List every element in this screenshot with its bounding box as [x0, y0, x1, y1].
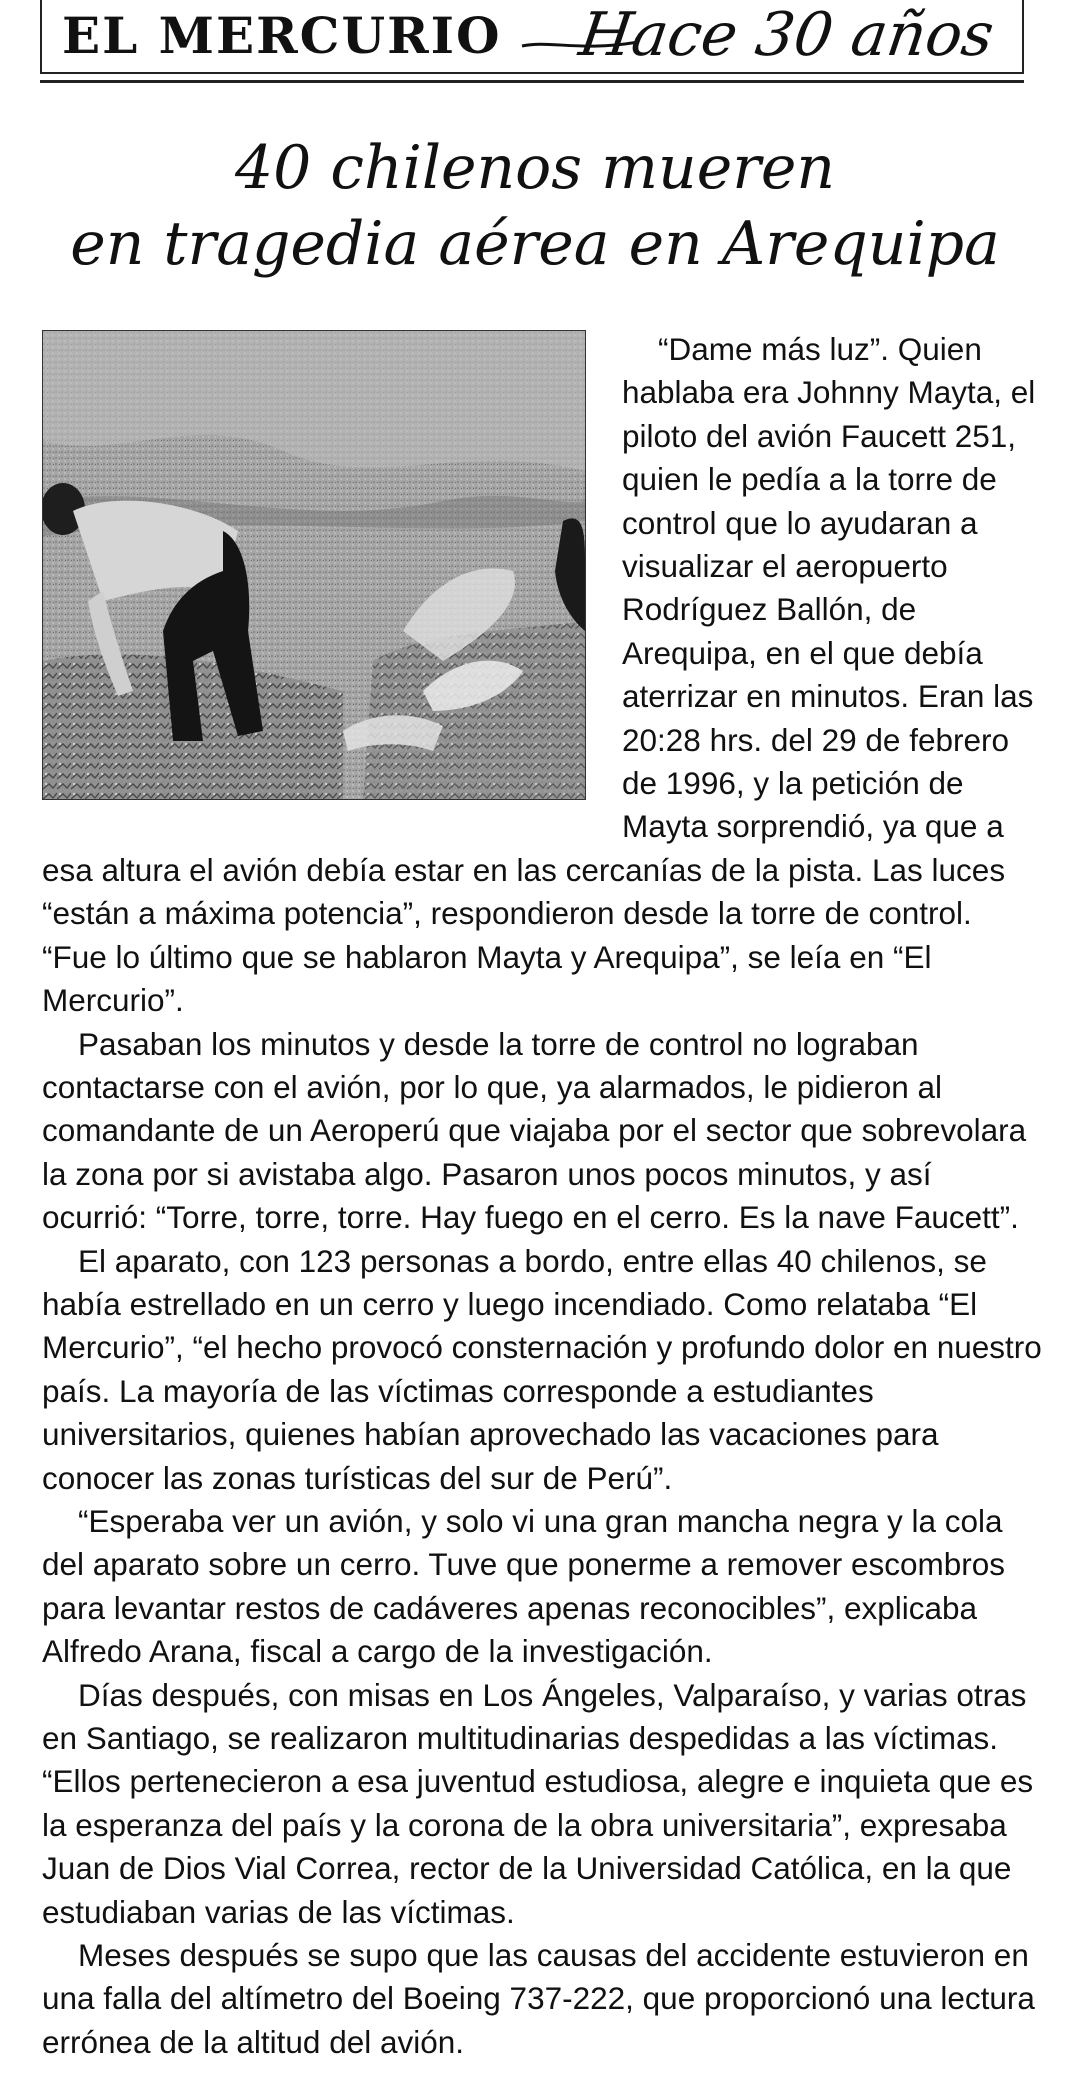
photo-float-space — [42, 328, 622, 840]
article-paragraph: El aparato, con 123 personas a bordo, entre ellas 40 chilenos, se había estrellado en un cerro y luego incendiado. Como relataba “El Mercurio”, “el hecho provocó consternación y profundo dolor en nuestro país. La mayoría de las víctimas corresponde a estudiantes universitarios, quienes habían aprovechado las vacaciones para conocer las zonas turísticas del sur de Perú”. — [42, 1242, 1042, 1496]
article-paragraph: “Dame más luz”. Quien hablaba era Johnny Mayta, el piloto del avión Faucett 251, quien le pedía a la torre de control que lo ayudaran a visualizar el aeropuerto Rodríguez Ballón, de Arequipa, en el que debía aterrizar en minutos. Eran las 20:28 hrs. del 29 de febrero de 1996, y la petición de Mayta sorprendió, ya que a esa altura el avión debía estar en las cercanías de la pista. Las luces “están a máxima potencia”, respondieron desde la torre de control. “Fue lo último que se hablaron Mayta y Arequipa”, se leía en “El Mercurio”. — [42, 331, 1036, 1019]
headline-line-2: en tragedia aérea en Arequipa — [70, 209, 1000, 279]
masthead — [40, 0, 1020, 86]
headline — [40, 130, 1030, 282]
section-tagline: Hace 30 años — [575, 0, 998, 70]
article-paragraph: Días después, con misas en Los Ángeles, Valparaíso, y varias otras en Santiago, se realizaron multitudinarias despedidas a las víctimas. “Ellos pertenecieron a esa juventud estudiosa, alegre e inquieta que es la esperanza del país y la corona de la obra universitaria”, expresaba Juan de Dios Vial Correa, rector de la Universidad Católica, en la que estudiaban varias de las víctimas. — [42, 1676, 1034, 1930]
article-paragraph: “Esperaba ver un avión, y solo vi una gran mancha negra y la cola del aparato sobre un cerro. Tuve que ponerme a remover escombros para levantar restos de cadáveres apenas reconocibles”, explicaba Alfredo Arana, fiscal a cargo de la investigación. — [42, 1502, 1006, 1670]
masthead-rule — [40, 80, 1024, 83]
article-paragraph: Meses después se supo que las causas del accidente estuvieron en una falla del altímetro del Boeing 737-222, que proporcionó una lectura errónea de la altitud del avión. — [42, 1937, 1035, 2060]
article-body — [42, 328, 1042, 2064]
newspaper-name: EL MERCURIO — [62, 6, 502, 65]
headline-line-1: 40 chilenos mueren — [234, 133, 836, 203]
article-paragraph: Pasaban los minutos y desde la torre de control no lograban contactarse con el avión, por lo que, ya alarmados, le pidieron al comandante de un Aeroperú que viajaba por el sector que sobrevolara la zona por si avistaba algo. Pasaron unos pocos minutos, y así ocurrió: “Torre, torre, torre. Hay fuego en el cerro. Es la nave Faucett”. — [42, 1025, 1027, 1236]
